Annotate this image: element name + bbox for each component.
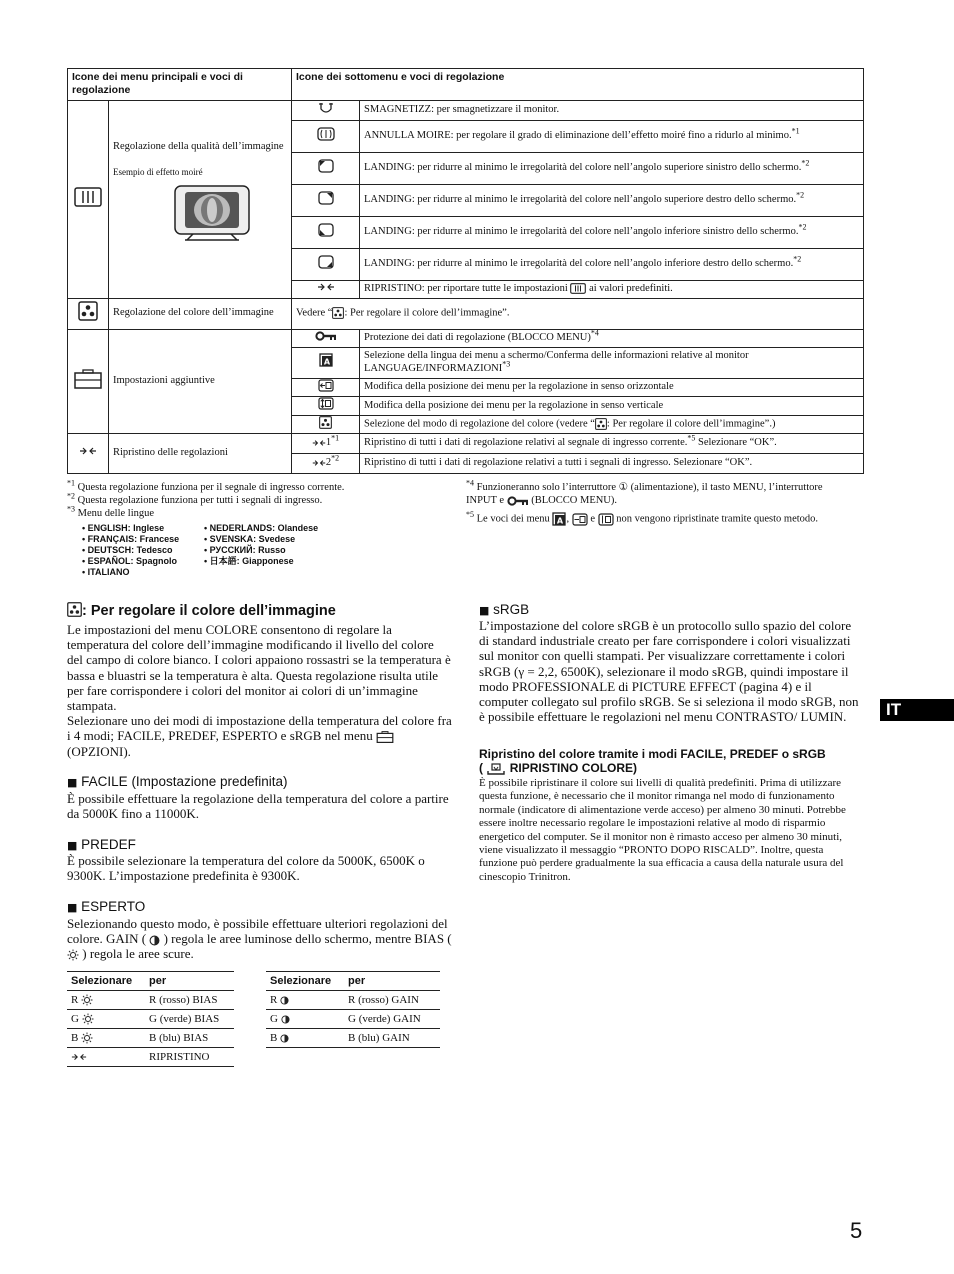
options-group-label: Impostazioni aggiuntive [109,329,292,434]
language-tab: IT [880,699,954,721]
esperto-heading: ■ ESPERTO [67,899,146,914]
section-heading-color: : Per regolare il colore dell’immagine [67,602,336,619]
table-row: RIPRISTINO [67,1048,234,1067]
color-mode-icon [292,415,360,434]
language-list-col2: • NEDERLANDS: Olandese • SVENSKA: Svedese • РУССКИЙ: Russo • 日本語: Giapponese [204,523,318,567]
table-header-sub: Icone dei sottomenu e voci di regolazione [292,69,864,101]
row-landing-br: LANDING: per ridurre al minimo le irregolarità del colore nell’angolo inferiore destro dello schermo.$^{*2}$ [360,248,864,280]
picture-menu-icon-inline [570,283,586,294]
gain-col-per: per [344,972,440,991]
row-degauss: SMAGNETIZZ: per smagnetizzare il monitor. [360,101,864,121]
bias-icon [81,1032,93,1044]
moire-example-image [173,184,287,247]
reset-1-icon: 1$^{*1}$ [292,434,360,454]
options-icon [376,731,394,743]
page-number: 5 [850,1218,863,1243]
footnote-4: $^{*4}$ Funzioneranno solo l’interruttore ① (alimentazione), il tasto MENU, l’interruttore INPUT e (BLOCCO MENU). [466,478,823,506]
picture-group-label: Regolazione della qualità dell’immagine [113,141,284,152]
language-icon [292,347,360,378]
row-h-position: Modifica della posizione dei menu per la regolazione in senso orizzontale [360,378,864,397]
srgb-heading: ■ sRGB [479,602,530,617]
predef-heading: ■ PREDEF [67,837,136,852]
language-icon [552,512,566,526]
row-reset-current: Ripristino di tutti i dati di regolazione relativi al segnale di ingresso corrente.$^{*5}$ Selezionare “OK”. [360,434,864,454]
degauss-icon [292,101,360,121]
key-lock-icon [507,496,529,506]
predef-text: È possibile selezionare la temperatura del colore da 5000K, 6500K o 9300K. L’impostazione predefinita è 9300K. [67,853,425,884]
reset-2-icon: 2$^{*2}$ [292,454,360,474]
gain-icon [280,1034,289,1043]
facile-heading: ■ FACILE (Impostazione predefinita) [67,774,288,789]
landing-bottom-left-icon [292,216,360,248]
landing-top-left-icon [292,152,360,184]
footnote-2: $^{*2}$ Questa regolazione funziona per tutti i segnali di ingresso. [67,491,323,506]
svg-text:A: A [557,516,564,526]
row-language: Selezione della lingua dei menu a schermo/Conferma delle informazioni relative al monitor LANGUAGE/INFORMAZIONI$^{*3}$ [360,347,864,378]
footnote-5: $^{*5}$ Le voci dei menu A , e non vengono ripristinate tramite questo metodo. [466,509,819,526]
language-list-col1: • ENGLISH: Inglese • FRANÇAIS: Francese • DEUTSCH: Tedesco • ESPAÑOL: Spagnolo • ITALIANO [82,523,179,578]
row-landing-bl: LANDING: per ridurre al minimo le irregolarità del colore nell’angolo inferiore sinistro dello schermo.$^{*2}$ [360,216,864,248]
row-menu-lock: Protezione dei dati di regolazione (BLOCCO MENU)$^{*4}$ [360,329,864,347]
bias-table [67,971,234,1067]
srgb-text: L’impostazione del colore sRGB è un protocollo sullo spazio del colore di standard industriale creato per fare corrispondere i colori visualizzati sul monitor con quelli stampati. Per visualizzare correttamente i colori sRGB (γ = 2,2, 6500K), selezionare il modo sRGB, quindi impostare il modo PROFESSIONALE di PICTURE EFFECT (pagina 4) e il computer collegato sul profilo sRGB. Se si seleziona il modo sRGB, non è possibile effettuare le regolazioni nel menu CONTRASTO/ LUMIN. [479,618,859,725]
table-row: R R (rosso) GAIN [266,991,440,1010]
esperto-text: Selezionando questo modo, è possibile effettuare ulteriori regolazioni del colore. GAIN ( ) regola le aree luminose dello schermo, mentre BIAS ( ) regola le aree scure. [67,916,452,962]
picture-menu-icon [68,101,109,299]
row-landing-tl: LANDING: per ridurre al minimo le irregolarità del colore nell’angolo superiore sinistro dello schermo.$^{*2}$ [360,152,864,184]
h-position-icon [292,378,360,397]
footnote-1: $^{*1}$ Questa regolazione funziona per il segnale di ingresso corrente. [67,478,345,493]
bias-col-per: per [145,972,234,991]
reset-group-label: Ripristino delle regolazioni [109,434,292,474]
gain-table [266,971,440,1048]
row-v-position: Modifica della posizione dei menu per la regolazione in senso verticale [360,397,864,416]
color-icon [67,602,82,617]
footnote-3: $^{*3}$ Menu delle lingue [67,504,155,519]
bias-icon [67,949,79,961]
gain-col-select: Selezionare [266,972,344,991]
menu-icons-table [67,68,864,474]
bias-col-select: Selezionare [67,972,145,991]
moire-icon [292,120,360,152]
color-group-label: Regolazione del colore dell’immagine [109,298,292,329]
gain-icon [149,935,160,946]
row-moire: ANNULLA MOIRE: per regolare il grado di eliminazione dell’effetto moiré fino a ridurlo al minimo.$^{*1}$ [360,120,864,152]
table-header-main: Icone dei menu principali e voci di regolazione [68,69,292,101]
row-color-mode: Selezione del modo di regolazione del colore (vedere “ : Per regolare il colore dell’immagine”.) [360,415,864,434]
reset-arrows-icon [292,280,360,298]
facile-text: È possibile effettuare la regolazione della temperatura del colore a partire da 5000K fino a 11000K. [67,791,449,822]
moire-caption: Esempio di effetto moiré [113,166,203,177]
row-color: Vedere “ : Per regolare il colore dell’immagine”. [292,298,864,329]
options-menu-icon [68,329,109,434]
intro-paragraph: Le impostazioni del menu COLORE consentono di regolare la temperatura del colore dell’immagine modificando il livello del colore del campo di colore bianco. I colori appaiono rossastri se la temperatura è bassa e bluastri se la temperatura è alta. Questa regolazione risulta utile per fare corrispondere i colori del monitor ai colori di un’immagine stampata. Selezionare uno dei modi di impostazione della temperatura del colore fra i 4 modi; FACILE, PREDEF, ESPERTO e sRGB nel menu (OPZIONI). [67,622,452,759]
restore-heading: Ripristino del colore tramite i modi FACILE, PREDEF o sRGB ( RIPRISTINO COLORE) [479,747,826,775]
v-position-icon [292,397,360,416]
table-row: B B (blu) BIAS [67,1029,234,1048]
h-position-icon [572,513,588,526]
gain-icon [281,1015,290,1024]
key-lock-icon [292,329,360,347]
color-icon-inline [332,307,344,319]
table-row: G G (verde) GAIN [266,1010,440,1029]
color-menu-icon [68,298,109,329]
row-picture-reset: RIPRISTINO: per riportare tutte le impostazioni ai valori predefiniti. [360,280,864,298]
bias-icon [81,994,93,1006]
v-position-icon [598,513,614,526]
color-icon-inline [595,418,607,430]
restore-text: È possibile ripristinare il colore sui livelli di qualità predefiniti. Prima di utilizzare questa funzione, è necessario che il monitor rimanga nel modo di funzionamento normale (indicatore di alimentazione verde acceso) per almeno 30 minuti. Potrebbe essere inoltre necessario regolare le impostazioni relative al modo di risparmio energetico del computer. Se il monitor non è rimasto acceso per almeno 30 minuti, viene visualizzato il messaggio “PRONTO DOPO RISCALD”. Inoltre, questa funzione può perdere gradualmente la sua efficacia a causa della naturale usura del cinescopio Trinitron. [479,777,846,883]
color-restore-icon [486,763,506,775]
svg-text:A: A [323,357,330,367]
landing-top-right-icon [292,184,360,216]
table-row: R R (rosso) BIAS [67,991,234,1010]
row-reset-all: Ripristino di tutti i dati di regolazione relativi a tutti i segnali di ingresso. Selezionare “OK”. [360,454,864,474]
table-row: G G (verde) BIAS [67,1010,234,1029]
reset-menu-icon [68,434,109,474]
reset-arrows-icon [71,1053,87,1061]
gain-icon [280,996,289,1005]
table-row: B B (blu) GAIN [266,1029,440,1048]
bias-icon [82,1013,94,1025]
landing-bottom-right-icon [292,248,360,280]
row-landing-tr: LANDING: per ridurre al minimo le irregolarità del colore nell’angolo superiore destro dello schermo.$^{*2}$ [360,184,864,216]
